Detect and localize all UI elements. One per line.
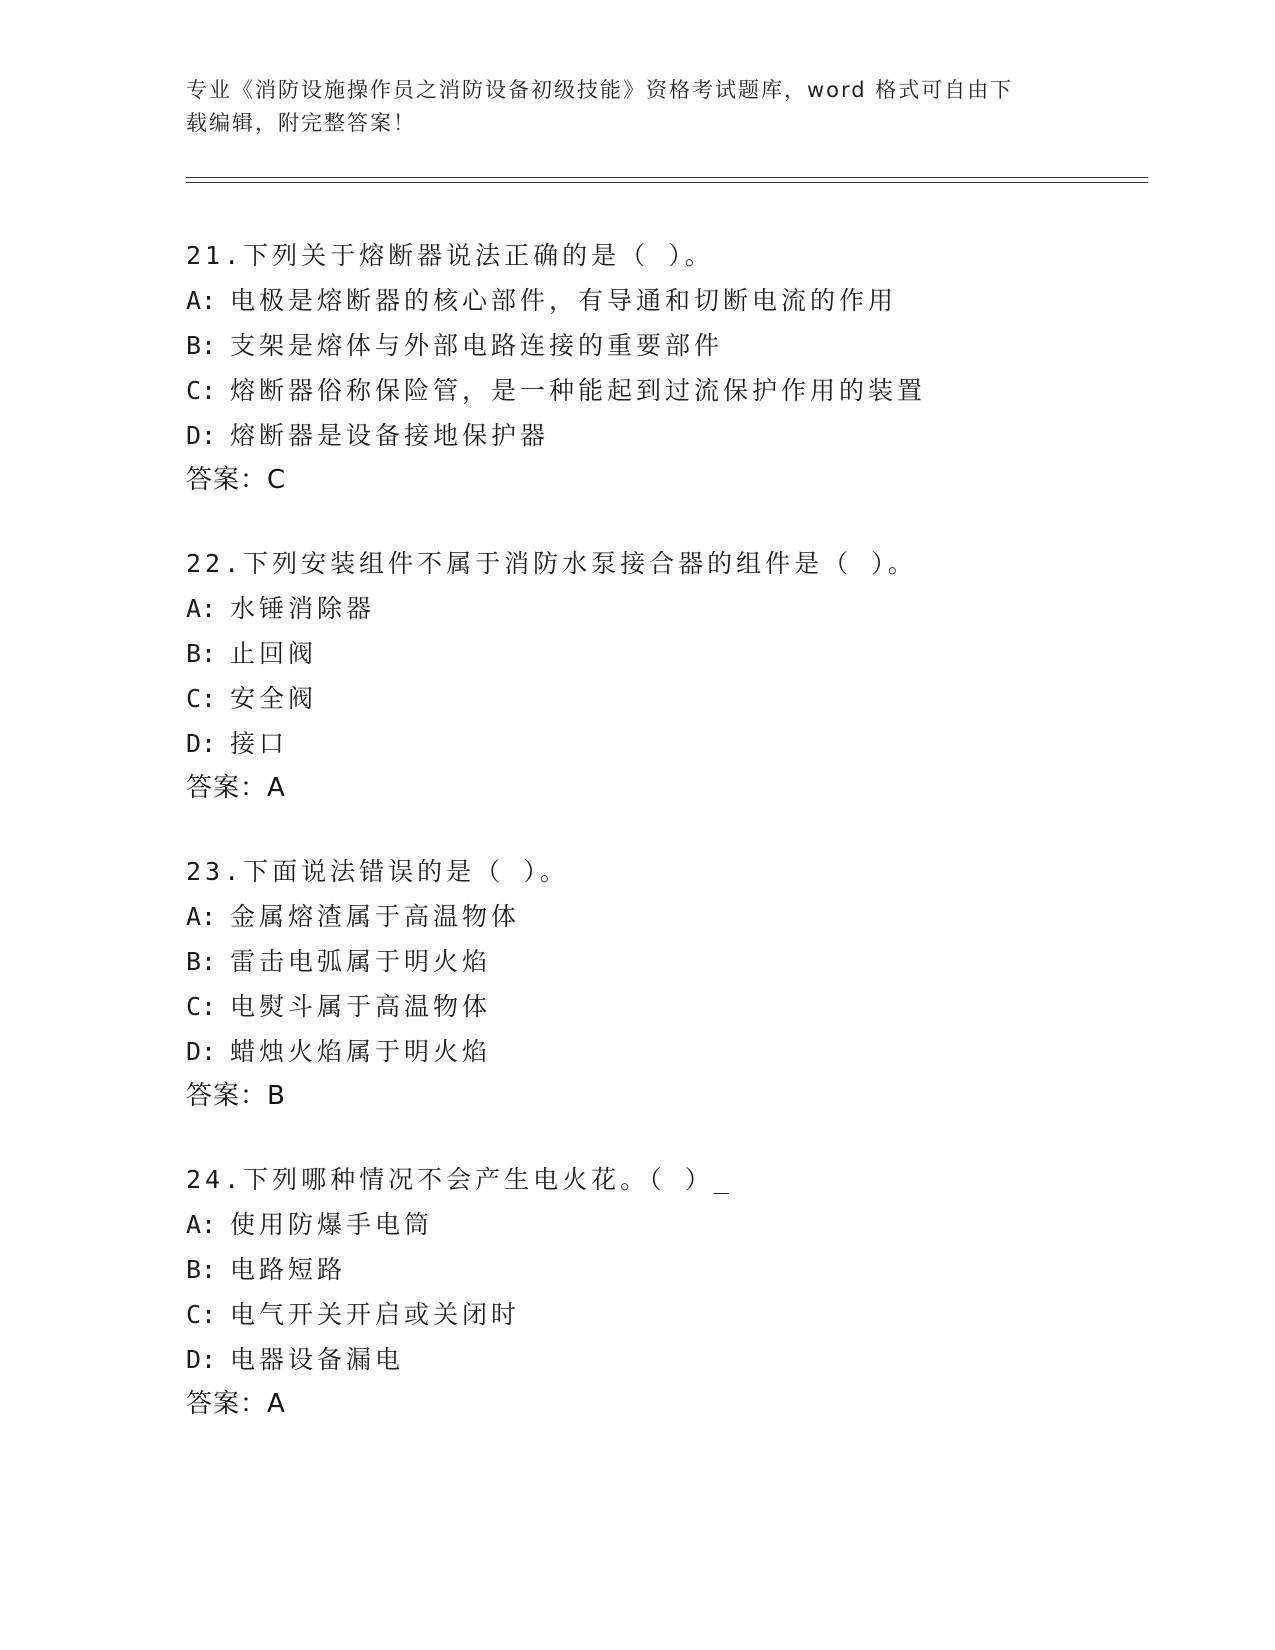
option-letter: D: [186, 729, 217, 758]
answer-line: 答案：C [186, 465, 287, 495]
option-a [186, 278, 1146, 323]
option-text: 熔断器是设备接地保护器 [230, 421, 550, 450]
option-text: 支架是熔体与外部电路连接的重要部件 [230, 331, 724, 360]
question-list [186, 233, 1146, 1465]
option-letter: A: [186, 902, 217, 931]
option-text: 安全阀 [230, 684, 318, 713]
option-text: 雷击电弧属于明火焰 [230, 947, 492, 976]
option-text: 电熨斗属于高温物体 [230, 992, 492, 1021]
option-letter: B: [186, 331, 217, 360]
option-c [186, 368, 1146, 413]
question-stem: 21.下列关于熔断器说法正确的是（ ）。 [186, 241, 714, 270]
option-letter: B: [186, 1255, 217, 1284]
option-b [186, 323, 1146, 368]
question-24 [186, 1157, 1146, 1427]
option-letter: C: [186, 684, 217, 713]
question-21 [186, 233, 1146, 503]
option-text: 止回阀 [230, 639, 318, 668]
option-letter: D: [186, 421, 217, 450]
question-stem: 23.下面说法错误的是（ ）。 [186, 857, 569, 886]
answer-line: 答案：A [186, 773, 286, 803]
option-d [186, 721, 1146, 766]
option-text: 水锤消除器 [230, 594, 376, 623]
answer-line: 答案：A [186, 1389, 286, 1419]
option-a [186, 586, 1146, 631]
option-letter: A: [186, 594, 217, 623]
option-letter: B: [186, 947, 217, 976]
option-d [186, 1029, 1146, 1074]
option-text: 蜡烛火焰属于明火焰 [230, 1037, 492, 1066]
question-stem: 24.下列哪种情况不会产生电火花。（ ）_ [186, 1165, 733, 1194]
header-divider-top [186, 177, 1148, 178]
option-d [186, 413, 1146, 458]
option-text: 电气开关开启或关闭时 [230, 1300, 521, 1329]
header-divider-bottom [186, 182, 1148, 183]
header-line-2: 载编辑，附完整答案！ [186, 111, 416, 135]
option-letter: B: [186, 639, 217, 668]
option-letter: A: [186, 286, 217, 315]
option-text: 接口 [230, 729, 289, 758]
option-text: 电极是熔断器的核心部件，有导通和切断电流的作用 [230, 286, 898, 315]
option-c [186, 676, 1146, 721]
option-letter: A: [186, 1210, 217, 1239]
option-a [186, 1202, 1146, 1247]
option-c [186, 1292, 1146, 1337]
option-d [186, 1337, 1146, 1382]
option-letter: C: [186, 992, 217, 1021]
question-23 [186, 849, 1146, 1119]
option-c [186, 984, 1146, 1029]
question-stem: 22.下列安装组件不属于消防水泵接合器的组件是（ ）。 [186, 549, 917, 578]
option-b [186, 939, 1146, 984]
option-text: 金属熔渣属于高温物体 [230, 902, 521, 931]
option-a [186, 894, 1146, 939]
question-22 [186, 541, 1146, 811]
option-letter: D: [186, 1345, 217, 1374]
header-line-1: 专业《消防设施操作员之消防设备初级技能》资格考试题库，word 格式可自由下 [186, 78, 1014, 102]
option-b [186, 1247, 1146, 1292]
option-text: 熔断器俗称保险管，是一种能起到过流保护作用的装置 [230, 376, 927, 405]
option-b [186, 631, 1146, 676]
option-letter: C: [186, 1300, 217, 1329]
option-letter: C: [186, 376, 217, 405]
option-text: 电路短路 [230, 1255, 347, 1284]
answer-line: 答案：B [186, 1081, 286, 1111]
option-letter: D: [186, 1037, 217, 1066]
option-text: 电器设备漏电 [230, 1345, 405, 1374]
option-text: 使用防爆手电筒 [230, 1210, 434, 1239]
